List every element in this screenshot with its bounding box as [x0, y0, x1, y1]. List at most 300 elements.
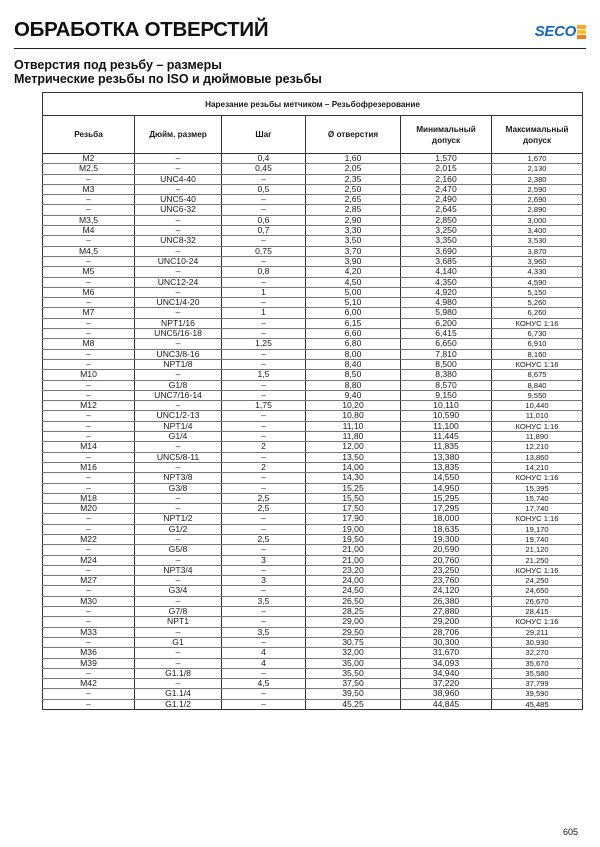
table-cell: 11,010 — [492, 411, 583, 421]
table-cell: 26,670 — [492, 596, 583, 606]
table-cell: NPT1/4 — [135, 421, 222, 431]
table-cell: M2,5 — [43, 164, 135, 174]
table-cell: 0,45 — [222, 164, 306, 174]
table-cell: 2,90 — [306, 215, 401, 225]
table-cell: – — [43, 524, 135, 534]
table-row — [43, 329, 583, 339]
table-cell: 39,50 — [306, 689, 401, 699]
table-cell: 6,15 — [306, 318, 401, 328]
table-cell: 2,590 — [492, 184, 583, 194]
table-cell: – — [135, 401, 222, 411]
thread-sizes-table — [42, 92, 583, 710]
table-row — [43, 184, 583, 194]
table-cell: 3,870 — [492, 246, 583, 256]
table-cell: 21,00 — [306, 555, 401, 565]
table-row — [43, 236, 583, 246]
table-cell: 1,670 — [492, 154, 583, 164]
table-row — [43, 205, 583, 215]
table-cell: 37,220 — [401, 679, 492, 689]
table-cell: 10,110 — [401, 401, 492, 411]
table-cell: 17,90 — [306, 514, 401, 524]
table-cell: 0,75 — [222, 246, 306, 256]
table-cell: 11,445 — [401, 432, 492, 442]
table-cell: – — [222, 298, 306, 308]
table-cell: 2,015 — [401, 164, 492, 174]
table-cell: 44,845 — [401, 699, 492, 709]
table-cell: 0,8 — [222, 267, 306, 277]
table-cell: – — [222, 617, 306, 627]
table-cell: – — [222, 195, 306, 205]
table-cell: – — [222, 359, 306, 369]
table-row — [43, 607, 583, 617]
table-row — [43, 349, 583, 359]
table-row — [43, 401, 583, 411]
table-cell: – — [222, 349, 306, 359]
table-cell: – — [222, 524, 306, 534]
table-cell: M12 — [43, 401, 135, 411]
table-cell: 11,80 — [306, 432, 401, 442]
table-body — [43, 154, 583, 710]
table-cell: – — [43, 689, 135, 699]
table-cell: – — [43, 256, 135, 266]
table-cell: 5,980 — [401, 308, 492, 318]
table-cell: 26,50 — [306, 596, 401, 606]
table-cell: – — [222, 421, 306, 431]
table-cell: – — [222, 432, 306, 442]
table-cell: M42 — [43, 679, 135, 689]
table-cell: – — [43, 607, 135, 617]
table-cell: 3,90 — [306, 256, 401, 266]
table-row — [43, 432, 583, 442]
table-cell: 6,260 — [492, 308, 583, 318]
table-cell: – — [222, 277, 306, 287]
table-row — [43, 648, 583, 658]
table-cell: – — [222, 174, 306, 184]
table-cell: – — [135, 658, 222, 668]
table-cell: 2,690 — [492, 195, 583, 205]
table-cell: 2 — [222, 462, 306, 472]
table-cell: 2,50 — [306, 184, 401, 194]
table-cell: M5 — [43, 267, 135, 277]
table-cell: 26,380 — [401, 596, 492, 606]
table-row — [43, 576, 583, 586]
table-cell: – — [222, 318, 306, 328]
table-cell: G7/8 — [135, 607, 222, 617]
table-cell: UNC7/16-14 — [135, 390, 222, 400]
table-cell: 1 — [222, 308, 306, 318]
table-cell: 5,150 — [492, 287, 583, 297]
table-cell: 8,380 — [401, 370, 492, 380]
table-cell: 45,485 — [492, 699, 583, 709]
table-cell: 2,5 — [222, 504, 306, 514]
table-cell: 34,093 — [401, 658, 492, 668]
table-cell: NPT1/2 — [135, 514, 222, 524]
column-header: Минимальный допуск — [401, 116, 492, 154]
table-cell: 2,380 — [492, 174, 583, 184]
table-cell: 3,5 — [222, 596, 306, 606]
table-cell: 3,70 — [306, 246, 401, 256]
table-cell: – — [43, 236, 135, 246]
table-cell: 15,295 — [401, 493, 492, 503]
table-cell: 24,250 — [492, 576, 583, 586]
table-row — [43, 154, 583, 164]
table-cell: 17,295 — [401, 504, 492, 514]
table-row — [43, 215, 583, 225]
table-cell: 2,5 — [222, 493, 306, 503]
table-row — [43, 637, 583, 647]
table-row — [43, 668, 583, 678]
table-cell: 13,835 — [401, 462, 492, 472]
table-cell: 3,30 — [306, 226, 401, 236]
table-cell: UNC6-32 — [135, 205, 222, 215]
table-cell: – — [135, 534, 222, 544]
table-cell: – — [135, 576, 222, 586]
table-row — [43, 226, 583, 236]
table-cell: 28,706 — [401, 627, 492, 637]
table-cell: 7,810 — [401, 349, 492, 359]
table-cell: 0,7 — [222, 226, 306, 236]
table-row — [43, 174, 583, 184]
table-cell: 4 — [222, 658, 306, 668]
table-cell: 9,150 — [401, 390, 492, 400]
table-cell: 4,350 — [401, 277, 492, 287]
table-cell: 24,650 — [492, 586, 583, 596]
table-cell: 4,980 — [401, 298, 492, 308]
table-cell: G1.1/8 — [135, 668, 222, 678]
section-subtitle: Отверстия под резьбу – размеры — [14, 58, 222, 72]
table-cell: M6 — [43, 287, 135, 297]
table-cell: 37,799 — [492, 679, 583, 689]
table-cell: КОНУС 1:16 — [492, 473, 583, 483]
table-cell: – — [222, 545, 306, 555]
table-cell: 35,580 — [492, 668, 583, 678]
table-cell: 6,80 — [306, 339, 401, 349]
table-cell: 10,590 — [401, 411, 492, 421]
table-cell: 32,00 — [306, 648, 401, 658]
table-row — [43, 617, 583, 627]
table-cell: – — [43, 421, 135, 431]
table-cell: NPT3/8 — [135, 473, 222, 483]
table-cell: 2,65 — [306, 195, 401, 205]
table-cell: – — [43, 390, 135, 400]
table-row — [43, 318, 583, 328]
table-cell: 0,4 — [222, 154, 306, 164]
logo-mark-icon — [577, 25, 586, 39]
table-cell: 19,00 — [306, 524, 401, 534]
table-cell: 3,350 — [401, 236, 492, 246]
table-cell: 0,6 — [222, 215, 306, 225]
table-cell: 2,850 — [401, 215, 492, 225]
table-cell: 2,05 — [306, 164, 401, 174]
table-cell: 3,530 — [492, 236, 583, 246]
table-cell: 21,120 — [492, 545, 583, 555]
table-cell: 19,740 — [492, 534, 583, 544]
table-cell: 17,740 — [492, 504, 583, 514]
table-cell: M22 — [43, 534, 135, 544]
table-row — [43, 658, 583, 668]
table-cell: – — [43, 318, 135, 328]
table-cell: 3 — [222, 555, 306, 565]
table-cell: M33 — [43, 627, 135, 637]
table-cell: M3,5 — [43, 215, 135, 225]
table-cell: NPT1/16 — [135, 318, 222, 328]
table-cell: 9,550 — [492, 390, 583, 400]
table-cell: 6,60 — [306, 329, 401, 339]
table-row — [43, 586, 583, 596]
table-cell: 4,330 — [492, 267, 583, 277]
table-row — [43, 473, 583, 483]
table-cell: 8,50 — [306, 370, 401, 380]
table-cell: – — [43, 699, 135, 709]
table-cell: 3,400 — [492, 226, 583, 236]
table-cell: 3,960 — [492, 256, 583, 266]
table-row — [43, 380, 583, 390]
table-cell: 29,50 — [306, 627, 401, 637]
table-cell: – — [135, 679, 222, 689]
table-cell: – — [135, 370, 222, 380]
table-row — [43, 267, 583, 277]
table-cell: КОНУС 1:16 — [492, 318, 583, 328]
table-cell: – — [135, 596, 222, 606]
table-cell: UNC4-40 — [135, 174, 222, 184]
table-row — [43, 699, 583, 709]
table-cell: 31,670 — [401, 648, 492, 658]
table-cell: 8,00 — [306, 349, 401, 359]
table-row — [43, 287, 583, 297]
table-cell: UNC1/2-13 — [135, 411, 222, 421]
table-cell: UNC12-24 — [135, 277, 222, 287]
table-cell: 1,25 — [222, 339, 306, 349]
table-cell: – — [43, 349, 135, 359]
table-cell: – — [43, 565, 135, 575]
table-cell: 28,415 — [492, 607, 583, 617]
table-cell: 15,395 — [492, 483, 583, 493]
table-cell: КОНУС 1:16 — [492, 565, 583, 575]
table-cell: 19,170 — [492, 524, 583, 534]
table-row — [43, 504, 583, 514]
table-row — [43, 524, 583, 534]
column-header: Дюйм. размер — [135, 116, 222, 154]
table-row — [43, 555, 583, 565]
table-cell: G1 — [135, 637, 222, 647]
header-divider — [14, 48, 586, 49]
table-cell: 10,440 — [492, 401, 583, 411]
table-cell: G3/4 — [135, 586, 222, 596]
table-cell: 29,200 — [401, 617, 492, 627]
table-cell: 1 — [222, 287, 306, 297]
table-cell: UNC5-40 — [135, 195, 222, 205]
table-cell: G1/8 — [135, 380, 222, 390]
table-row — [43, 442, 583, 452]
table-row — [43, 298, 583, 308]
table-cell: 4,140 — [401, 267, 492, 277]
table-cell: – — [135, 442, 222, 452]
table-cell: 4,20 — [306, 267, 401, 277]
table-cell: – — [135, 339, 222, 349]
table-cell: – — [135, 493, 222, 503]
table-cell: 8,80 — [306, 380, 401, 390]
table-cell: – — [43, 411, 135, 421]
table-cell: – — [222, 329, 306, 339]
table-cell: 11,890 — [492, 432, 583, 442]
table-cell: – — [135, 184, 222, 194]
table-cell: 1,60 — [306, 154, 401, 164]
table-row — [43, 370, 583, 380]
table-cell: 3,250 — [401, 226, 492, 236]
column-header: Ø отверстия — [306, 116, 401, 154]
table-cell: – — [43, 545, 135, 555]
table-cell: 3,50 — [306, 236, 401, 246]
table-cell: 15,25 — [306, 483, 401, 493]
table-cell: – — [43, 617, 135, 627]
table-row — [43, 462, 583, 472]
table-cell: NPT1 — [135, 617, 222, 627]
table-cell: 6,00 — [306, 308, 401, 318]
table-cell: 30,930 — [492, 637, 583, 647]
table-cell: – — [222, 586, 306, 596]
seco-logo — [535, 22, 586, 42]
table-cell: 18,635 — [401, 524, 492, 534]
table-row — [43, 514, 583, 524]
table-cell: 21,250 — [492, 555, 583, 565]
table-cell: 13,380 — [401, 452, 492, 462]
table-cell: UNC5/16-18 — [135, 329, 222, 339]
table-cell: 4,590 — [492, 277, 583, 287]
table-cell: 4,920 — [401, 287, 492, 297]
table-cell: – — [135, 308, 222, 318]
table-cell: – — [135, 226, 222, 236]
table-cell: G1/2 — [135, 524, 222, 534]
table-cell: M8 — [43, 339, 135, 349]
table-cell: 5,260 — [492, 298, 583, 308]
page-title: ОБРАБОТКА ОТВЕРСТИЙ — [14, 18, 269, 41]
table-cell: 2,130 — [492, 164, 583, 174]
table-column-headers — [43, 116, 583, 154]
table-cell: – — [43, 668, 135, 678]
table-cell: M24 — [43, 555, 135, 565]
page-number: 605 — [562, 827, 578, 837]
table-cell: 8,500 — [401, 359, 492, 369]
table-cell: 20,760 — [401, 555, 492, 565]
table-cell: 4,50 — [306, 277, 401, 287]
table-cell: G5/8 — [135, 545, 222, 555]
table-cell: – — [43, 452, 135, 462]
table-cell: UNC8-32 — [135, 236, 222, 246]
table-cell: – — [135, 462, 222, 472]
table-cell: 12,210 — [492, 442, 583, 452]
table-cell: 13,50 — [306, 452, 401, 462]
table-cell: 21,00 — [306, 545, 401, 555]
table-cell: 23,760 — [401, 576, 492, 586]
table-cell: – — [43, 205, 135, 215]
table-cell: 34,940 — [401, 668, 492, 678]
table-cell: UNC1/4-20 — [135, 298, 222, 308]
table-cell: – — [135, 215, 222, 225]
table-cell: 15,50 — [306, 493, 401, 503]
table-cell: – — [222, 205, 306, 215]
table-cell: КОНУС 1:16 — [492, 617, 583, 627]
table-cell: – — [135, 504, 222, 514]
table-row — [43, 308, 583, 318]
table-cell: 1,5 — [222, 370, 306, 380]
table-cell: 1,570 — [401, 154, 492, 164]
table-cell: – — [135, 648, 222, 658]
table-row — [43, 277, 583, 287]
table-cell: 6,730 — [492, 329, 583, 339]
table-cell: 32,270 — [492, 648, 583, 658]
table-cell: UNC3/8-16 — [135, 349, 222, 359]
table-cell: M4,5 — [43, 246, 135, 256]
table-cell: 11,835 — [401, 442, 492, 452]
table-row — [43, 256, 583, 266]
table-cell: 2,890 — [492, 205, 583, 215]
table-cell: 19,50 — [306, 534, 401, 544]
table-cell: – — [43, 586, 135, 596]
table-cell: 2,490 — [401, 195, 492, 205]
table-row — [43, 545, 583, 555]
table-cell: 12,00 — [306, 442, 401, 452]
table-cell: 35,00 — [306, 658, 401, 668]
table-cell: 5,00 — [306, 287, 401, 297]
table-row — [43, 596, 583, 606]
table-cell: 8,40 — [306, 359, 401, 369]
table-cell: – — [222, 411, 306, 421]
table-cell: – — [222, 699, 306, 709]
table-cell: 14,00 — [306, 462, 401, 472]
table-row — [43, 627, 583, 637]
table-cell: 29,211 — [492, 627, 583, 637]
table-row — [43, 421, 583, 431]
page-header — [14, 18, 586, 44]
table-cell: – — [135, 246, 222, 256]
table-cell: M18 — [43, 493, 135, 503]
table-cell: 6,910 — [492, 339, 583, 349]
table-cell: 35,50 — [306, 668, 401, 678]
table-cell: – — [43, 174, 135, 184]
table-cell: 28,25 — [306, 607, 401, 617]
table-cell: КОНУС 1:16 — [492, 514, 583, 524]
table-cell: – — [222, 565, 306, 575]
table-row — [43, 195, 583, 205]
table-cell: 8,840 — [492, 380, 583, 390]
logo-text: SECO — [534, 23, 576, 40]
table-cell: 14,950 — [401, 483, 492, 493]
table-cell: 2,85 — [306, 205, 401, 215]
table-cell: – — [43, 195, 135, 205]
table-cell: 30,75 — [306, 637, 401, 647]
table-cell: 18,000 — [401, 514, 492, 524]
table-cell: 2,470 — [401, 184, 492, 194]
table-cell: 1,75 — [222, 401, 306, 411]
table-cell: – — [222, 668, 306, 678]
table-cell: 2,5 — [222, 534, 306, 544]
table-cell: NPT3/4 — [135, 565, 222, 575]
table-cell: – — [222, 514, 306, 524]
table-cell: 11,10 — [306, 421, 401, 431]
table-cell: M14 — [43, 442, 135, 452]
table-cell: UNC10-24 — [135, 256, 222, 266]
table-cell: M16 — [43, 462, 135, 472]
table-cell: – — [135, 154, 222, 164]
table-cell: 23,20 — [306, 565, 401, 575]
table-cell: – — [222, 637, 306, 647]
table-cell: 37,50 — [306, 679, 401, 689]
table-cell: M20 — [43, 504, 135, 514]
table-cell: – — [43, 473, 135, 483]
table-cell: 4,5 — [222, 679, 306, 689]
table-cell: – — [43, 483, 135, 493]
table-cell: КОНУС 1:16 — [492, 421, 583, 431]
